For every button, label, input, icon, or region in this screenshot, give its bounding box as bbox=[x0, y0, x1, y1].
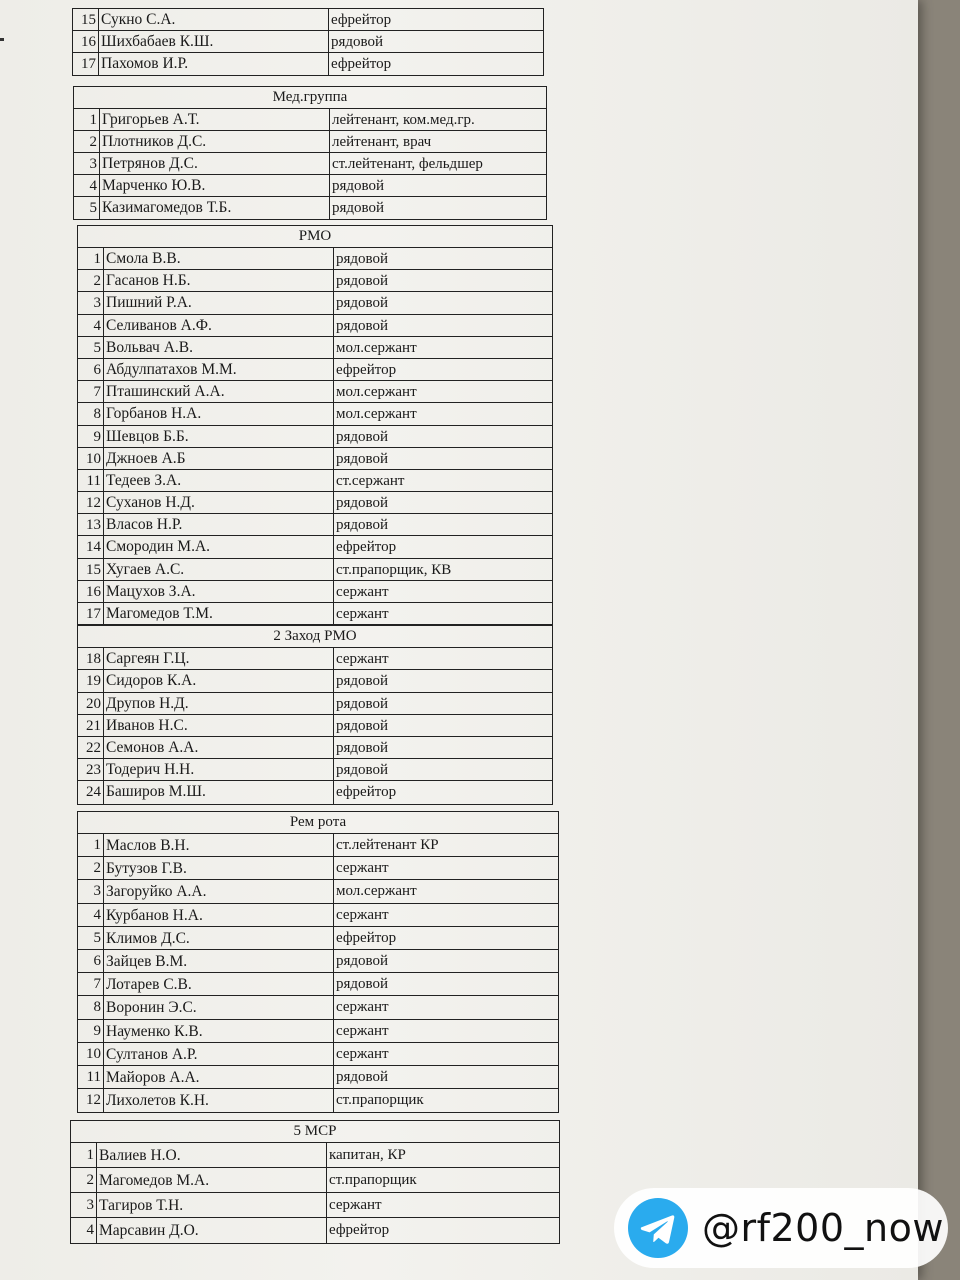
row-rank: ст.прапорщик, КВ bbox=[336, 561, 452, 578]
row-name: Саргеян Г.Ц. bbox=[104, 648, 334, 669]
table-row bbox=[78, 880, 558, 903]
row-rank: рядовой bbox=[332, 200, 385, 216]
table-row bbox=[78, 492, 552, 514]
row-rank: мол.сержант bbox=[336, 406, 417, 423]
row-rank: ефрейтор bbox=[331, 56, 392, 72]
row-name: Джноев А.Б bbox=[104, 448, 334, 469]
table-row bbox=[74, 197, 546, 219]
row-rank: рядовой bbox=[336, 673, 389, 690]
row-rank: сержант bbox=[336, 999, 389, 1016]
row-name: Валиев Н.О. bbox=[97, 1143, 327, 1167]
table-row bbox=[78, 448, 552, 470]
row-name: Баширов М.Ш. bbox=[104, 781, 334, 803]
row-rank: лейтенант, врач bbox=[332, 134, 432, 150]
row-name: Вольвач А.В. bbox=[104, 337, 334, 358]
row-number: 7 bbox=[78, 381, 104, 402]
table-row bbox=[78, 514, 552, 536]
row-name: Султанов А.Р. bbox=[104, 1043, 334, 1065]
row-number: 5 bbox=[74, 197, 100, 219]
row-name: Григорьев А.Т. bbox=[100, 109, 330, 130]
row-number: 10 bbox=[78, 1043, 104, 1065]
row-number: 12 bbox=[78, 1089, 104, 1112]
row-name: Абдулпатахов М.М. bbox=[104, 359, 334, 380]
row-name: Смородин М.А. bbox=[104, 536, 334, 557]
table-med-group bbox=[73, 86, 547, 220]
table-header: РМО bbox=[78, 226, 552, 248]
table-row bbox=[78, 693, 552, 715]
row-number: 5 bbox=[78, 337, 104, 358]
table-row bbox=[78, 759, 552, 781]
row-number: 3 bbox=[78, 292, 104, 313]
row-number: 8 bbox=[78, 403, 104, 424]
row-rank: рядовой bbox=[336, 976, 389, 993]
table-row bbox=[78, 781, 552, 803]
row-name: Марсавин Д.О. bbox=[97, 1218, 327, 1243]
row-rank: рядовой bbox=[336, 251, 389, 267]
row-name: Гасанов Н.Б. bbox=[104, 270, 334, 291]
table-row bbox=[78, 403, 552, 425]
table-row bbox=[78, 1020, 558, 1043]
row-name: Лотарев С.В. bbox=[104, 973, 334, 995]
row-number: 1 bbox=[78, 834, 104, 856]
row-name: Пахомов И.Р. bbox=[99, 53, 329, 75]
row-rank: рядовой bbox=[336, 273, 389, 290]
table-row bbox=[74, 109, 546, 131]
row-rank: рядовой bbox=[336, 295, 389, 312]
row-number: 16 bbox=[78, 581, 104, 602]
table-5-msr bbox=[70, 1120, 560, 1244]
table-row bbox=[78, 292, 552, 314]
row-number: 9 bbox=[78, 426, 104, 447]
row-name: Марченко Ю.В. bbox=[100, 175, 330, 196]
table-row bbox=[71, 1168, 559, 1193]
row-rank: рядовой bbox=[331, 34, 384, 50]
scratch-mark bbox=[0, 38, 4, 41]
row-rank: ст.лейтенант КР bbox=[336, 837, 439, 853]
row-number: 5 bbox=[78, 927, 104, 949]
row-name: Пташинский А.А. bbox=[104, 381, 334, 402]
row-name: Бутузов Г.В. bbox=[104, 857, 334, 879]
row-number: 17 bbox=[78, 603, 104, 624]
row-number: 2 bbox=[74, 131, 100, 152]
row-name: Сукно С.А. bbox=[99, 9, 329, 30]
row-name: Селиванов А.Ф. bbox=[104, 315, 334, 336]
row-rank: лейтенант, ком.мед.гр. bbox=[332, 112, 475, 128]
row-name: Майоров А.А. bbox=[104, 1066, 334, 1088]
row-number: 18 bbox=[78, 648, 104, 669]
table-row bbox=[73, 9, 543, 31]
table-row bbox=[78, 927, 558, 950]
row-rank: сержант bbox=[336, 651, 389, 668]
row-number: 16 bbox=[73, 31, 99, 52]
row-name: Казимагомедов Т.Б. bbox=[100, 197, 330, 219]
table-row bbox=[71, 1218, 559, 1243]
row-number: 4 bbox=[78, 315, 104, 336]
row-name: Смола В.В. bbox=[104, 248, 334, 269]
row-name: Маслов В.Н. bbox=[104, 834, 334, 856]
row-rank: сержант bbox=[336, 1022, 389, 1039]
row-rank: ефрейтор bbox=[336, 539, 397, 556]
row-name: Лихолетов К.Н. bbox=[104, 1089, 334, 1112]
row-number: 3 bbox=[71, 1193, 97, 1217]
row-name: Тодерич Н.Н. bbox=[104, 759, 334, 780]
table-row bbox=[78, 315, 552, 337]
row-number: 15 bbox=[73, 9, 99, 30]
row-rank: рядовой bbox=[336, 428, 389, 445]
row-name: Петрянов Д.С. bbox=[100, 153, 330, 174]
table-row bbox=[78, 904, 558, 927]
row-name: Тагиров Т.Н. bbox=[97, 1193, 327, 1217]
row-rank: ефрейтор bbox=[336, 929, 397, 946]
row-name: Воронин Э.С. bbox=[104, 996, 334, 1018]
table-row bbox=[78, 996, 558, 1019]
table-row bbox=[78, 737, 552, 759]
table-header: Рем рота bbox=[78, 812, 558, 834]
row-name: Шихбабаев К.Ш. bbox=[99, 31, 329, 52]
table-row bbox=[78, 470, 552, 492]
row-number: 2 bbox=[71, 1168, 97, 1192]
row-name: Мацухов З.А. bbox=[104, 581, 334, 602]
row-number: 17 bbox=[73, 53, 99, 75]
row-number: 15 bbox=[78, 559, 104, 580]
table-row bbox=[78, 950, 558, 973]
table-row bbox=[73, 31, 543, 53]
table-continuation bbox=[72, 8, 544, 76]
row-number: 7 bbox=[78, 973, 104, 995]
row-number: 12 bbox=[78, 492, 104, 513]
row-rank: рядовой bbox=[336, 739, 389, 756]
row-name: Климов Д.С. bbox=[104, 927, 334, 949]
row-number: 3 bbox=[74, 153, 100, 174]
table-repair-company bbox=[77, 811, 559, 1113]
table-row bbox=[78, 1043, 558, 1066]
table-row bbox=[73, 53, 543, 75]
row-name: Тедеев З.А. bbox=[104, 470, 334, 491]
row-number: 6 bbox=[78, 359, 104, 380]
table-row bbox=[78, 536, 552, 558]
table-row bbox=[78, 248, 552, 270]
telegram-icon bbox=[628, 1198, 688, 1258]
table-row bbox=[78, 359, 552, 381]
row-number: 9 bbox=[78, 1020, 104, 1042]
row-rank: капитан, КР bbox=[329, 1147, 406, 1163]
row-name: Магомедов Т.М. bbox=[104, 603, 334, 624]
row-number: 1 bbox=[78, 248, 104, 269]
row-number: 22 bbox=[78, 737, 104, 758]
row-name: Сидоров К.А. bbox=[104, 670, 334, 691]
row-name: Магомедов М.А. bbox=[97, 1168, 327, 1192]
row-number: 1 bbox=[74, 109, 100, 130]
row-number: 3 bbox=[78, 880, 104, 902]
row-rank: сержант bbox=[336, 1045, 389, 1062]
row-name: Хугаев А.С. bbox=[104, 559, 334, 580]
table-row bbox=[78, 270, 552, 292]
row-rank: рядовой bbox=[336, 717, 389, 734]
row-rank: сержант bbox=[329, 1197, 382, 1213]
row-number: 8 bbox=[78, 996, 104, 1018]
table-row bbox=[78, 426, 552, 448]
table-rmo bbox=[77, 225, 553, 805]
table-row bbox=[74, 131, 546, 153]
row-rank: рядовой bbox=[336, 762, 389, 779]
row-rank: сержант bbox=[336, 860, 389, 877]
row-rank: мол.сержант bbox=[336, 339, 417, 356]
row-number: 4 bbox=[74, 175, 100, 196]
table-row bbox=[78, 581, 552, 603]
row-number: 1 bbox=[71, 1143, 97, 1167]
row-name: Власов Н.Р. bbox=[104, 514, 334, 535]
row-rank: ст.прапорщик bbox=[336, 1092, 424, 1109]
row-rank: ст.сержант bbox=[336, 472, 405, 489]
table-row bbox=[78, 648, 552, 670]
table-row bbox=[78, 559, 552, 581]
row-name: Загоруйко А.А. bbox=[104, 880, 334, 902]
row-rank: сержант bbox=[336, 606, 389, 622]
table-row bbox=[74, 175, 546, 197]
row-number: 11 bbox=[78, 470, 104, 491]
row-name: Курбанов Н.А. bbox=[104, 904, 334, 926]
table-row bbox=[78, 337, 552, 359]
table-row bbox=[78, 603, 552, 625]
row-number: 23 bbox=[78, 759, 104, 780]
table-row bbox=[78, 381, 552, 403]
row-name: Пишний Р.А. bbox=[104, 292, 334, 313]
channel-handle: @rf200_now bbox=[702, 1206, 944, 1250]
watermark-badge bbox=[614, 1188, 948, 1268]
row-rank: ефрейтор bbox=[336, 784, 397, 801]
table-header: 5 МСР bbox=[71, 1121, 559, 1143]
table-row bbox=[78, 834, 558, 857]
row-rank: ст.лейтенант, фельдшер bbox=[332, 156, 483, 172]
row-name: Семонов А.А. bbox=[104, 737, 334, 758]
row-number: 19 bbox=[78, 670, 104, 691]
row-number: 24 bbox=[78, 781, 104, 803]
row-rank: рядовой bbox=[336, 517, 389, 534]
row-rank: сержант bbox=[336, 906, 389, 923]
row-name: Науменко К.В. bbox=[104, 1020, 334, 1042]
table-row bbox=[78, 1089, 558, 1112]
table-row bbox=[78, 1066, 558, 1089]
table-row bbox=[71, 1143, 559, 1168]
table-row bbox=[71, 1193, 559, 1218]
row-number: 6 bbox=[78, 950, 104, 972]
row-name: Суханов Н.Д. bbox=[104, 492, 334, 513]
row-number: 13 bbox=[78, 514, 104, 535]
row-rank: рядовой bbox=[336, 1068, 389, 1085]
table-row bbox=[78, 973, 558, 996]
table-row bbox=[78, 670, 552, 692]
row-name: Горбанов Н.А. bbox=[104, 403, 334, 424]
row-rank: рядовой bbox=[336, 317, 389, 334]
row-rank: ефрейтор bbox=[329, 1222, 390, 1238]
table-row bbox=[78, 857, 558, 880]
table-row bbox=[78, 715, 552, 737]
row-number: 11 bbox=[78, 1066, 104, 1088]
table-row bbox=[74, 153, 546, 175]
row-name: Плотников Д.С. bbox=[100, 131, 330, 152]
row-name: Зайцев В.М. bbox=[104, 950, 334, 972]
row-rank: ефрейтор bbox=[336, 361, 397, 378]
section-header: 2 Заход РМО bbox=[78, 625, 552, 648]
row-rank: рядовой bbox=[332, 178, 385, 194]
row-number: 20 bbox=[78, 693, 104, 714]
row-rank: рядовой bbox=[336, 952, 389, 969]
row-number: 2 bbox=[78, 270, 104, 291]
row-rank: ефрейтор bbox=[331, 12, 392, 28]
row-number: 4 bbox=[71, 1218, 97, 1243]
row-number: 10 bbox=[78, 448, 104, 469]
row-name: Друпов Н.Д. bbox=[104, 693, 334, 714]
row-rank: ст.прапорщик bbox=[329, 1172, 417, 1188]
row-rank: сержант bbox=[336, 583, 389, 600]
row-number: 4 bbox=[78, 904, 104, 926]
row-rank: рядовой bbox=[336, 450, 389, 467]
row-number: 21 bbox=[78, 715, 104, 736]
row-rank: мол.сержант bbox=[336, 883, 417, 900]
row-name: Шевцов Б.Б. bbox=[104, 426, 334, 447]
row-number: 2 bbox=[78, 857, 104, 879]
row-name: Иванов Н.С. bbox=[104, 715, 334, 736]
row-rank: рядовой bbox=[336, 695, 389, 712]
row-rank: рядовой bbox=[336, 495, 389, 512]
row-number: 14 bbox=[78, 536, 104, 557]
row-rank: мол.сержант bbox=[336, 384, 417, 401]
table-header: Мед.группа bbox=[74, 87, 546, 109]
